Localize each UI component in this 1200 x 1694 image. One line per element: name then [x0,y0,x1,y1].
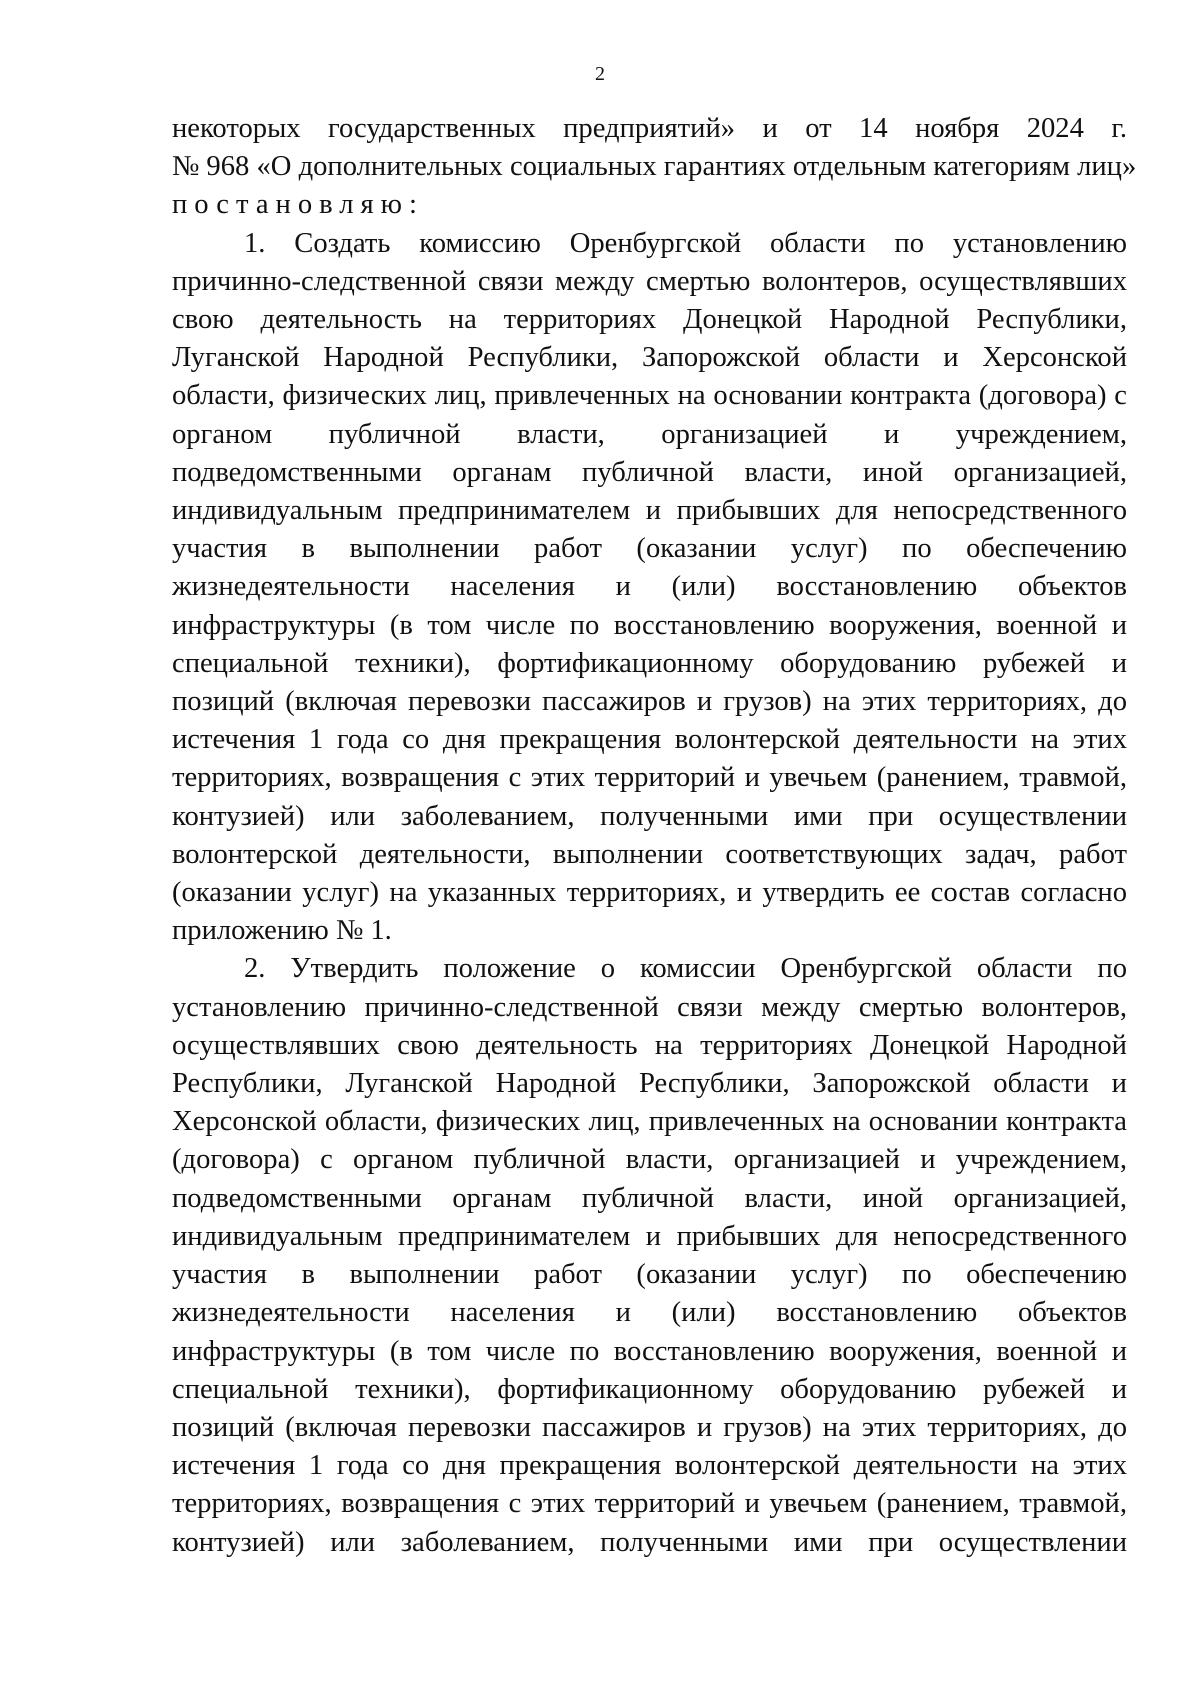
clause1-line: (оказании услуг) на указанных территориях, и утвердить ее состав согласно [172,877,1127,909]
clause1-line: причинно-следственной связи между смертью волонтеров, осуществлявших [172,265,1127,297]
clause2-line: жизнедеятельности населения и (или) восстановлению объектов [172,1297,1127,1329]
clause-2 [172,950,1127,1561]
clause1-line: инфраструктуры (в том числе по восстановлению вооружения, военной и [172,609,1127,641]
clause1-line: специальной техники), фортификационному оборудованию рубежей и [172,647,1127,679]
clause1-line: волонтерской деятельности, выполнении соответствующих задач, работ [172,838,1127,870]
document-body [172,110,1137,1562]
clause1-line: контузией) или заболеванием, полученными ими при осуществлении [172,800,1127,832]
clause1-line: жизнедеятельности населения и (или) восстановлению объектов [172,571,1127,603]
clause2-line: индивидуальным предпринимателем и прибывших для непосредственного [172,1220,1127,1252]
clause1-line: территориях, возвращения с этих территорий и увечьем (ранением, травмой, [172,762,1127,794]
clause-1 [172,225,1127,951]
clause2-line: Херсонской области, физических лиц, привлеченных на основании контракта [172,1106,1127,1138]
clause1-line: участия в выполнении работ (оказании услуг) по обеспечению [172,533,1127,565]
clause2-line: 2. Утвердить положение о комиссии Оренбургской области по [244,953,1127,985]
clause2-line: установлению причинно-следственной связи между смертью волонтеров, [172,991,1127,1023]
clause2-line: участия в выполнении работ (оказании услуг) по обеспечению [172,1259,1127,1291]
clause1-line: органом публичной власти, организацией и учреждением, [172,418,1127,450]
clause2-line: истечения 1 года со дня прекращения волонтерской деятельности на этих [172,1450,1127,1482]
clause1-line: приложению № 1. [172,915,392,947]
clause2-line: позиций (включая перевозки пассажиров и грузов) на этих территориях, до [172,1411,1127,1443]
intro-line-2: № 968 «О дополнительных социальных гарантиях отдельным категориям лиц» [172,151,1137,183]
clause2-line: Республики, Луганской Народной Республики, Запорожской области и [172,1068,1127,1100]
clause2-line: (договора) с органом публичной власти, организацией и учреждением, [172,1144,1127,1176]
clause1-line: истечения 1 года со дня прекращения волонтерской деятельности на этих [172,724,1127,756]
clause1-line: 1. Создать комиссию Оренбургской области по установлению [244,227,1127,259]
clause2-line: территориях, возвращения с этих территорий и увечьем (ранением, травмой, [172,1488,1127,1520]
clause2-line: подведомственными органам публичной власти, иной организацией, [172,1182,1127,1214]
clause1-line: Луганской Народной Республики, Запорожской области и Херсонской [172,342,1127,374]
clause2-line: специальной техники), фортификационному оборудованию рубежей и [172,1373,1127,1405]
clause1-line: позиций (включая перевозки пассажиров и грузов) на этих территориях, до [172,686,1127,718]
clause2-line: контузией) или заболеванием, полученными ими при осуществлении [172,1526,1127,1558]
clause1-line: индивидуальным предпринимателем и прибывших для непосредственного [172,495,1127,527]
clause2-line: осуществлявших свою деятельность на территориях Донецкой Народной [172,1029,1127,1061]
resolution-word: постановляю: [172,189,424,221]
intro-line-1: некоторых государственных предприятий» и от 14 ноября 2024 г. [172,113,1127,144]
page-number: 2 [595,63,605,85]
clause1-line: области, физических лиц, привлеченных на основании контракта (договора) с [172,380,1127,412]
clause1-line: свою деятельность на территориях Донецкой Народной Республики, [172,304,1127,336]
clause2-line: инфраструктуры (в том числе по восстановлению вооружения, военной и [172,1335,1127,1367]
clause1-line: подведомственными органам публичной власти, иной организацией, [172,456,1127,488]
